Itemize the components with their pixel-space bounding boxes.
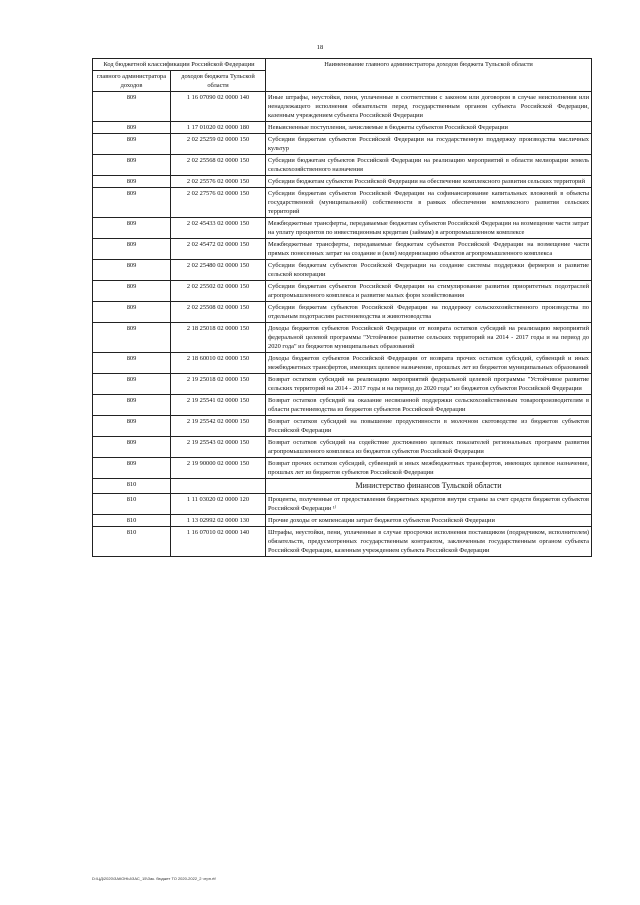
description-cell: Субсидии бюджетам субъектов Российской Федерации на создание системы поддержки фермеров и развитие сельской кооперации: [266, 260, 592, 281]
admin-code-cell: 809: [93, 239, 171, 260]
income-code-cell: 2 02 45472 02 0000 150: [171, 239, 266, 260]
description-cell: Субсидии бюджетам субъектов Российской Федерации на поддержку сельскохозяйственного производства по отдельным подотраслям растениеводства и животноводства: [266, 302, 592, 323]
description-cell: Субсидии бюджетам субъектов Российской Федерации на государственную поддержку производства масличных культур: [266, 134, 592, 155]
admin-code-cell: 809: [93, 458, 171, 479]
admin-code-cell: 810: [93, 494, 171, 515]
description-cell: Возврат остатков субсидий на повышение продуктивности в молочном скотоводстве из бюджетов субъектов Российской Федерации: [266, 416, 592, 437]
table-row: [93, 353, 592, 374]
table-row: [93, 302, 592, 323]
income-code-cell: 2 18 25018 02 0000 150: [171, 323, 266, 353]
section-title: Министерство финансов Тульской области: [266, 479, 592, 494]
description-cell: Возврат остатков субсидий на реализацию мероприятий федеральной целевой программы "Устойчивое развитие сельских территорий на 2014 - 2017 годы и на период до 2020 года" из бюджетов субъектов Российской Федерации: [266, 374, 592, 395]
description-cell: Субсидии бюджетам субъектов Российской Федерации на реализацию мероприятий в области мелиорации земель сельскохозяйственного назначения: [266, 155, 592, 176]
admin-code-cell: 809: [93, 323, 171, 353]
table-row: [93, 527, 592, 557]
income-code-cell: 2 18 60010 02 0000 150: [171, 353, 266, 374]
admin-code-cell: 809: [93, 374, 171, 395]
table-row: [93, 122, 592, 134]
income-code-cell: 2 02 25480 02 0000 150: [171, 260, 266, 281]
table-row: [93, 218, 592, 239]
income-code-cell: 2 02 25259 02 0000 150: [171, 134, 266, 155]
header-admin-column: главного администратора доходов: [93, 71, 171, 92]
admin-code-cell: 809: [93, 155, 171, 176]
description-cell: Субсидии бюджетам субъектов Российской Федерации на обеспечение комплексного развития сельских территорий: [266, 176, 592, 188]
admin-code-cell: 810: [93, 515, 171, 527]
description-cell: Невыясненные поступления, зачисляемые в бюджеты субъектов Российской Федерации: [266, 122, 592, 134]
income-code-cell: 2 19 25542 02 0000 150: [171, 416, 266, 437]
description-cell: Межбюджетные трансферты, передаваемые бюджетам субъектов Российской Федерации на возмещение части затрат на уплату процентов по инвестиционным кредитам (займам) в агропромышленном комплексе: [266, 218, 592, 239]
income-code-cell: 2 02 25576 02 0000 150: [171, 176, 266, 188]
admin-code-cell: 809: [93, 218, 171, 239]
description-cell: Возврат остатков субсидий на оказание несвязанной поддержки сельскохозяйственным товаропроизводителям в области растениеводства из бюджетов субъектов Российской Федерации: [266, 395, 592, 416]
header-name-column: Наименование главного администратора доходов бюджета Тульской области: [266, 59, 592, 92]
table-row: [93, 260, 592, 281]
income-code-cell: 2 02 25568 02 0000 150: [171, 155, 266, 176]
table-row: [93, 458, 592, 479]
income-code-cell: 2 02 25508 02 0000 150: [171, 302, 266, 323]
income-code-cell: 2 19 90000 02 0000 150: [171, 458, 266, 479]
table-row: [93, 515, 592, 527]
description-cell: Межбюджетные трансферты, передаваемые бюджетам субъектов Российской Федерации на возмещение части прямых понесенных затрат на создание и (или) модернизацию объектов агропромышленного комплекса: [266, 239, 592, 260]
admin-code-cell: 809: [93, 176, 171, 188]
table-row: [93, 134, 592, 155]
income-classification-table: [92, 58, 592, 557]
admin-code-cell: 809: [93, 92, 171, 122]
admin-code-cell: 809: [93, 122, 171, 134]
admin-code-cell: 809: [93, 281, 171, 302]
description-cell: Доходы бюджетов субъектов Российской Федерации от возврата остатков субсидий на реализацию мероприятий федеральной целевой программы "Устойчивое развитие сельских территорий на 2014 - 2017 годы и на период до 2020 года" из бюджетов муниципальных образований: [266, 323, 592, 353]
admin-code-cell: 810: [93, 527, 171, 557]
section-admin-code: 810: [93, 479, 171, 494]
description-cell: Возврат остатков субсидий на содействие достижению целевых показателей региональных программ развития агропромышленного комплекса из бюджетов субъектов Российской Федерации: [266, 437, 592, 458]
page-number: 18: [316, 44, 324, 51]
income-code-cell: 2 19 25018 02 0000 150: [171, 374, 266, 395]
income-code-cell: 2 02 25502 02 0000 150: [171, 281, 266, 302]
admin-code-cell: 809: [93, 416, 171, 437]
income-code-cell: 2 02 27576 02 0000 150: [171, 188, 266, 218]
table-row: [93, 323, 592, 353]
section-empty-cell: [171, 479, 266, 494]
admin-code-cell: 809: [93, 260, 171, 281]
income-code-cell: 2 02 45433 02 0000 150: [171, 218, 266, 239]
admin-code-cell: 809: [93, 134, 171, 155]
admin-code-cell: 809: [93, 395, 171, 416]
table-row: [93, 176, 592, 188]
description-cell: Штрафы, неустойки, пени, уплаченные в случае просрочки исполнения поставщиком (подрядчиком, исполнителем) обязательств, предусмотренных государственным контрактом, заключенным государственным органом субъекта Российской Федерации, казенным учреждением субъекта Российской Федерации: [266, 527, 592, 557]
table-row: [93, 395, 592, 416]
income-code-cell: 1 16 07090 02 0000 140: [171, 92, 266, 122]
description-cell: Прочие доходы от компенсации затрат бюджетов субъектов Российской Федерации: [266, 515, 592, 527]
table-row: [93, 281, 592, 302]
table-row: [93, 374, 592, 395]
table-row: [93, 494, 592, 515]
description-cell: Субсидии бюджетам субъектов Российской Федерации на стимулирование развития приоритетных подотраслей агропромышленного комплекса и развитие малых форм хозяйствования: [266, 281, 592, 302]
description-cell: Возврат прочих остатков субсидий, субвенций и иных межбюджетных трансфертов, имеющих целевое назначение, прошлых лет из бюджетов субъектов Российской Федерации: [266, 458, 592, 479]
table-row: [93, 437, 592, 458]
table-row: [93, 92, 592, 122]
admin-code-cell: 809: [93, 188, 171, 218]
admin-code-cell: 809: [93, 437, 171, 458]
income-code-cell: 1 17 01020 02 0000 180: [171, 122, 266, 134]
table-body: [93, 92, 592, 557]
header-code-group: Код бюджетной классификации Российской Федерации: [93, 59, 266, 71]
admin-code-cell: 809: [93, 302, 171, 323]
section-row: [93, 479, 592, 494]
description-cell: Иные штрафы, неустойки, пени, уплаченные в соответствии с законом или договором в случае неисполнения или ненадлежащего исполнения обязательств перед государственным органом субъекта Российской Федерации, казенным учреждением субъекта Российской Федерации: [266, 92, 592, 122]
income-code-cell: 2 19 25543 02 0000 150: [171, 437, 266, 458]
income-code-cell: 1 13 02992 02 0000 130: [171, 515, 266, 527]
table-row: [93, 416, 592, 437]
description-cell: Доходы бюджетов субъектов Российской Федерации от возврата прочих остатков субсидий, субвенций и иных межбюджетных трансфертов, имеющих целевое назначение, прошлых лет из бюджетов муниципальных образований: [266, 353, 592, 374]
income-code-cell: 2 19 25541 02 0000 150: [171, 395, 266, 416]
table-row: [93, 155, 592, 176]
income-code-cell: 1 16 07010 02 0000 140: [171, 527, 266, 557]
file-path-footer: D:\ЦД\2020\ЗАКОНЫ\ЗАС_15\Зак. бюджет ТО 2020-2022_2 чтрн.rtf: [92, 876, 216, 881]
income-code-cell: 1 11 03020 02 0000 120: [171, 494, 266, 515]
description-cell: Субсидии бюджетам субъектов Российской Федерации на софинансирование капитальных вложений в объекты государственной (муниципальной) собственности в рамках обеспечения комплексного развития сельских территорий: [266, 188, 592, 218]
description-cell: Проценты, полученные от предоставления бюджетных кредитов внутри страны за счет средств бюджетов субъектов Российской Федерации ¹⁾: [266, 494, 592, 515]
header-income-column: доходов бюджета Тульской области: [171, 71, 266, 92]
table-row: [93, 239, 592, 260]
admin-code-cell: 809: [93, 353, 171, 374]
table-row: [93, 188, 592, 218]
